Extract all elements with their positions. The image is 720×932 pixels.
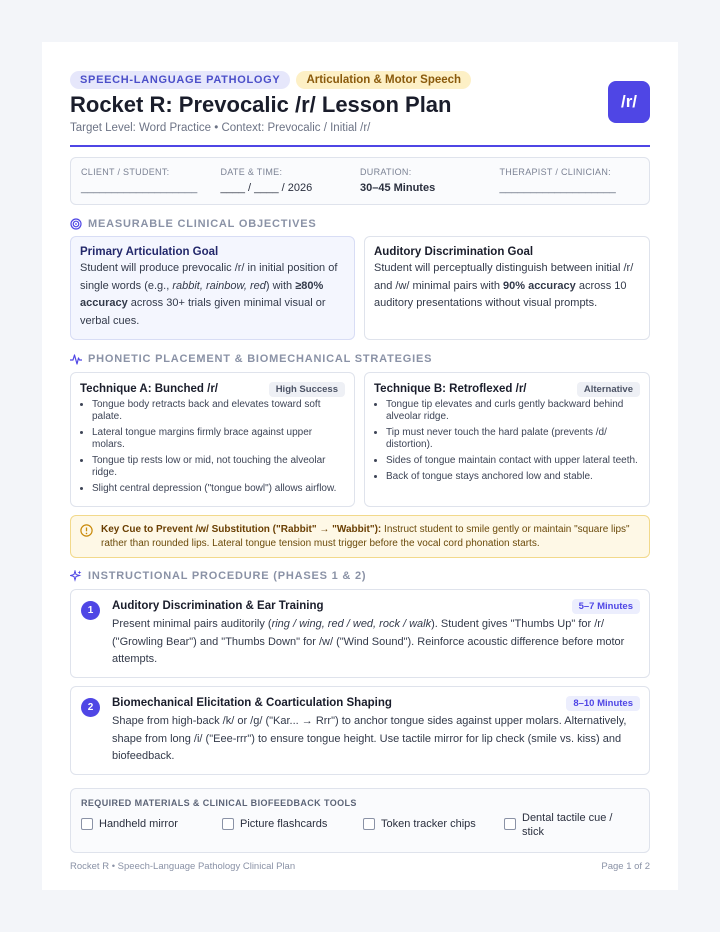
auditory-goal-text: Student will perceptually distinguish between initial /r/ and /w/ minimal pairs with 90% accuracy across 10 auditory presentations without visual prompts. — [374, 262, 634, 309]
list-item: • Tongue tip elevates and curls gently backward behind alveolar ridge. — [386, 399, 640, 423]
technique-a-title: Technique A: Bunched /r/ — [80, 383, 219, 395]
primary-goal-card — [70, 236, 355, 340]
step-2-card — [70, 686, 650, 775]
header-tags — [70, 70, 650, 90]
strategies-heading-text: PHONETIC PLACEMENT & BIOMECHANICAL STRATEGIES — [88, 353, 433, 365]
checkbox-icon[interactable] — [222, 818, 234, 830]
technique-b-card — [364, 372, 650, 507]
client-value: ___________________ — [81, 182, 198, 194]
technique-a-card — [70, 372, 355, 507]
list-item: • Back of tongue stays anchored low and stable. — [386, 471, 640, 483]
technique-b-title: Technique B: Retroflexed /r/ — [374, 383, 527, 395]
target-icon — [70, 218, 82, 230]
step-2-duration-badge: 8–10 Minutes — [566, 696, 640, 711]
material-label: Handheld mirror — [99, 818, 178, 830]
step-2-title: Biomechanical Elicitation & Coarticulation Shaping — [112, 697, 392, 709]
primary-goal-title: Primary Articulation Goal — [80, 246, 219, 258]
list-item: • Tongue body retracts back and elevates toward soft palate. — [92, 399, 345, 423]
objectives-heading-text: MEASURABLE CLINICAL OBJECTIVES — [88, 218, 317, 230]
objectives-heading — [70, 218, 317, 230]
pulse-icon — [70, 353, 82, 365]
info-icon — [80, 524, 93, 537]
material-label: Picture flashcards — [240, 818, 328, 830]
list-item: • Tongue tip rests low or mid, not touching the alveolar ridge. — [92, 455, 345, 479]
materials-heading: REQUIRED MATERIALS & CLINICAL BIOFEEDBACK TOOLS — [81, 798, 357, 808]
checkbox-icon[interactable] — [81, 818, 93, 830]
procedure-heading — [70, 570, 366, 582]
client-field[interactable] — [81, 167, 221, 204]
therapist-value: ___________________ — [499, 182, 616, 194]
step-1-title: Auditory Discrimination & Ear Training — [112, 600, 324, 612]
page-content — [70, 70, 650, 872]
alternative-badge: Alternative — [577, 382, 640, 397]
footer-left: Rocket R • Speech-Language Pathology Clinical Plan — [70, 861, 296, 872]
list-item: • Tip must never touch the hard palate (prevents /d/ distortion). — [386, 427, 640, 451]
duration-value: 30–45 Minutes — [360, 182, 436, 194]
material-checkbox-token-chips[interactable] — [363, 817, 504, 839]
high-success-badge: High Success — [269, 382, 345, 397]
list-item: • Lateral tongue margins firmly brace against upper molars. — [92, 427, 345, 451]
therapist-label: THERAPIST / CLINICIAN: — [499, 167, 611, 177]
strategies-heading — [70, 353, 432, 365]
material-label: Dental tactile cue / stick — [522, 812, 613, 838]
date-label: DATE & TIME: — [220, 167, 283, 177]
step-1-number: 1 — [81, 601, 100, 620]
step-2-number: 2 — [81, 698, 100, 717]
material-label: Token tracker chips — [381, 818, 476, 830]
page-title: Rocket R: Prevocalic /r/ Lesson Plan — [70, 92, 452, 117]
page-footer — [70, 861, 650, 872]
duration-field — [360, 167, 500, 204]
key-cue-alert — [70, 515, 650, 558]
phoneme-badge: /r/ — [608, 81, 650, 123]
materials-box — [70, 788, 650, 853]
step-1-card — [70, 589, 650, 678]
category-tag: Articulation & Motor Speech — [296, 71, 471, 89]
checkbox-icon[interactable] — [363, 818, 375, 830]
therapist-field[interactable] — [500, 167, 640, 204]
procedure-heading-text: INSTRUCTIONAL PROCEDURE (PHASES 1 & 2) — [88, 570, 367, 582]
header-divider — [70, 145, 650, 147]
technique-a-list — [80, 399, 345, 495]
auditory-goal-card — [364, 236, 650, 340]
key-cue-text: Instruct student to smile gently or maintain "square lips" rather than rounded lips. Lateral tongue tension must trigger before the vocal cord phonation starts. — [101, 524, 630, 549]
checkbox-icon[interactable] — [504, 818, 516, 830]
key-cue-title: Key Cue to Prevent /w/ Substitution ("Rabbit" → "Wabbit"): — [101, 524, 382, 535]
material-checkbox-dental-cue[interactable] — [504, 811, 624, 839]
technique-b-list — [374, 399, 640, 483]
list-item: • Slight central depression ("tongue bowl") allows airflow. — [92, 483, 345, 495]
document-page — [42, 42, 678, 890]
discipline-tag: SPEECH-LANGUAGE PATHOLOGY — [70, 71, 290, 89]
session-info-box — [70, 157, 650, 205]
primary-goal-text: Student will produce prevocalic /r/ in initial position of single words (e.g., rabbit, rainbow, red) with ≥80% accuracy across 30+ trials given minimal visual or verbal cues. — [80, 262, 338, 327]
date-field[interactable] — [221, 167, 361, 204]
material-checkbox-mirror[interactable] — [81, 817, 222, 839]
step-2-text: Shape from high-back /k/ or /g/ ("Kar... → Rrr") to anchor tongue sides against upper molars. Alternatively, shape from long /i/ ("Eee-rrr") to ensure tongue height. Use tactile mirror for lip check (smile vs. kiss) and biofeedback. — [112, 715, 627, 762]
date-value: ____ / ____ / 2026 — [220, 182, 313, 194]
duration-label: DURATION: — [360, 167, 412, 177]
material-checkbox-flashcards[interactable] — [222, 817, 363, 839]
client-label: CLIENT / STUDENT: — [81, 167, 170, 177]
sparkle-icon — [70, 570, 82, 582]
auditory-goal-title: Auditory Discrimination Goal — [374, 246, 534, 258]
list-item: • Sides of tongue maintain contact with upper lateral teeth. — [386, 455, 640, 467]
step-1-text: Present minimal pairs auditorily (ring / wing, red / wed, rock / walk). Student gives "Thumbs Up" for /r/ ("Growling Bear") and "Thumbs Down" for /w/ ("Wind Sound"). Reinforce acoustic difference before motor attempts. — [112, 618, 625, 665]
materials-checklist — [81, 812, 639, 839]
page-subtitle: Target Level: Word Practice • Context: Prevocalic / Initial /r/ — [70, 122, 371, 134]
step-1-duration-badge: 5–7 Minutes — [572, 599, 640, 614]
page-number: Page 1 of 2 — [601, 861, 650, 872]
